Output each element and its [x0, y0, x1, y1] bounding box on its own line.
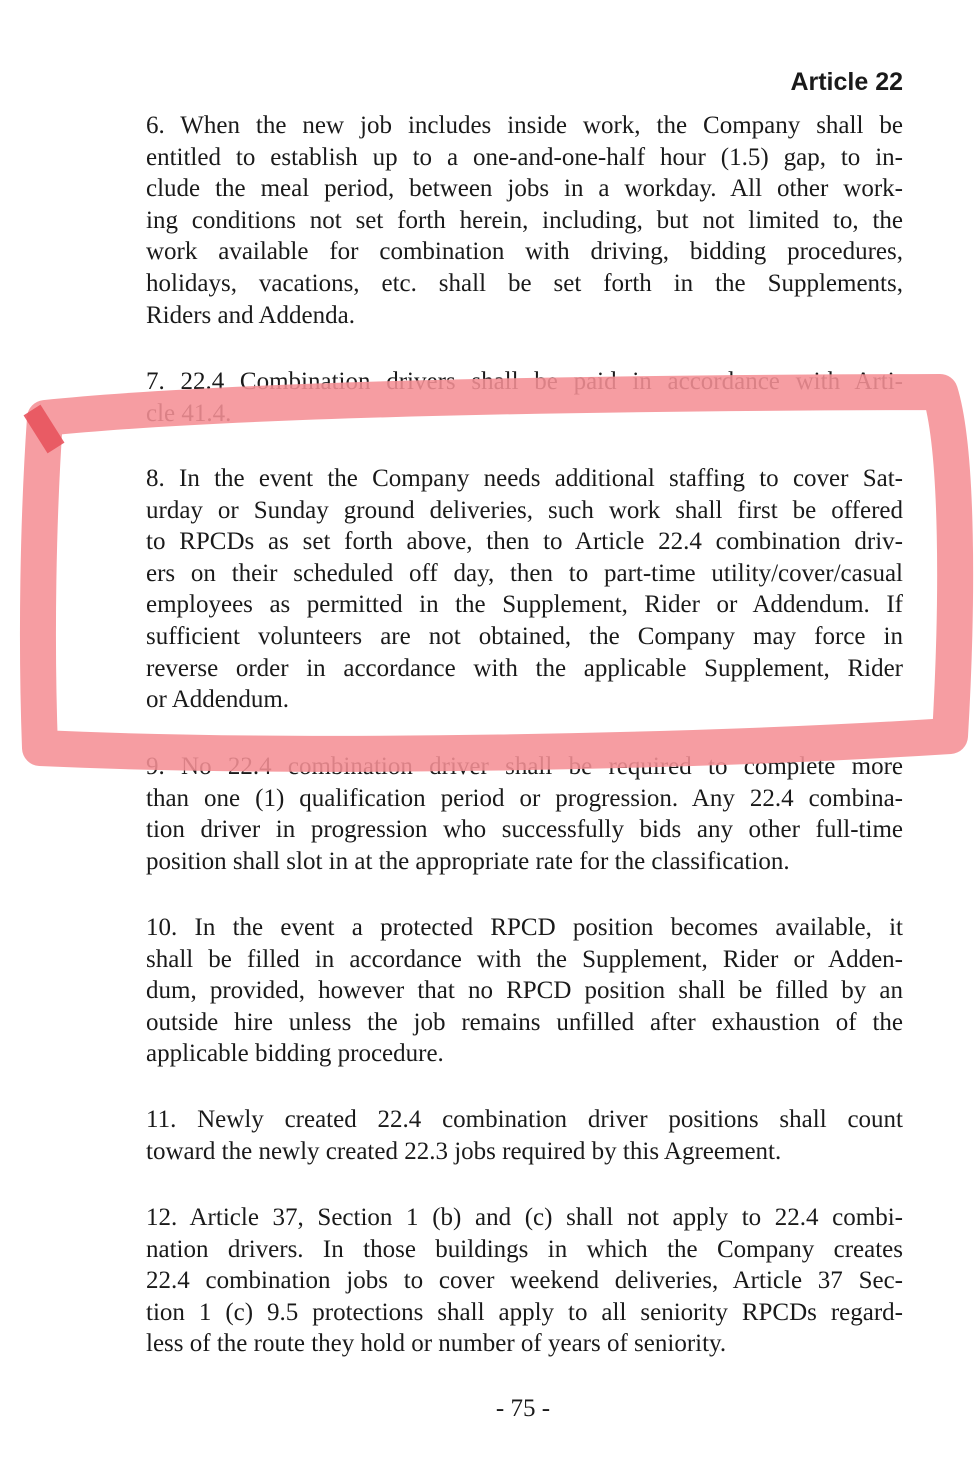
page-number: - 75 - — [495, 1395, 551, 1422]
text-line: work available for combination with driving, bidding procedures, — [146, 238, 903, 266]
text-line: 11. Newly created 22.4 combination driver positions shall count — [146, 1106, 903, 1133]
text-line: toward the newly created 22.3 jobs required by this Agreement. — [146, 1137, 782, 1165]
text-line: 10. In the event a protected RPCD position becomes available, it — [146, 914, 903, 941]
paragraph-12 — [146, 1202, 903, 1360]
text-line: 8. In the event the Company needs additional staffing to cover Sat- — [146, 465, 903, 492]
text-line: ers on their scheduled off day, then to part-time utility/cover/casual — [146, 559, 903, 587]
highlight-start-mark — [32, 410, 56, 448]
paragraph-10 — [146, 912, 903, 1070]
text-line: outside hire unless the job remains unfilled after exhaustion of the — [146, 1008, 903, 1036]
text-line: cle 41.4. — [146, 399, 232, 427]
text-line: 22.4 combination jobs to cover weekend deliveries, Article 37 Sec- — [146, 1267, 903, 1295]
article-heading: Article 22 — [790, 68, 903, 96]
text-line: 9. No 22.4 combination driver shall be required to complete more — [146, 753, 903, 780]
text-line: 6. When the new job includes inside work, the Company shall be — [146, 112, 903, 139]
text-line: entitled to establish up to a one-and-one-half hour (1.5) gap, to in- — [146, 143, 903, 171]
text-line: to RPCDs as set forth above, then to Article 22.4 combination driv- — [146, 528, 903, 556]
text-line: position shall slot in at the appropriate rate for the classification. — [146, 847, 790, 875]
text-line: sufficient volunteers are not obtained, the Company may force in — [146, 622, 903, 650]
text-line: tion 1 (c) 9.5 protections shall apply to all seniority RPCDs regard- — [146, 1298, 903, 1326]
text-line: employees as permitted in the Supplement, Rider or Addendum. If — [146, 591, 903, 619]
paragraph-8 — [146, 463, 903, 716]
text-line: urday or Sunday ground deliveries, such work shall first be offered — [146, 496, 903, 524]
text-line: nation drivers. In those buildings in which the Company creates — [146, 1235, 903, 1263]
text-line: dum, provided, however that no RPCD position shall be filled by an — [146, 977, 903, 1005]
paragraph-6 — [146, 110, 903, 331]
text-line: than one (1) qualification period or progression. Any 22.4 combina- — [146, 784, 903, 812]
text-line: holidays, vacations, etc. shall be set forth in the Supplements, — [146, 269, 903, 297]
text-line: Riders and Addenda. — [146, 301, 355, 329]
text-line: 7. 22.4 Combination drivers shall be paid in accordance with Arti- — [146, 368, 903, 395]
paragraph-7 — [146, 366, 903, 429]
text-line: 12. Article 37, Section 1 (b) and (c) shall not apply to 22.4 combi- — [146, 1204, 903, 1231]
text-line: or Addendum. — [146, 686, 290, 714]
text-line: tion driver in progression who successfully bids any other full-time — [146, 816, 903, 844]
text-line: reverse order in accordance with the applicable Supplement, Rider — [146, 654, 903, 682]
text-line: clude the meal period, between jobs in a workday. All other work- — [146, 175, 903, 203]
paragraph-9 — [146, 751, 903, 877]
text-line: ing conditions not set forth herein, including, but not limited to, the — [146, 206, 903, 234]
text-line: shall be filled in accordance with the Supplement, Rider or Adden- — [146, 945, 903, 973]
paragraph-11 — [146, 1104, 903, 1167]
text-line: applicable bidding procedure. — [146, 1040, 444, 1068]
text-line: less of the route they hold or number of years of seniority. — [146, 1330, 727, 1358]
